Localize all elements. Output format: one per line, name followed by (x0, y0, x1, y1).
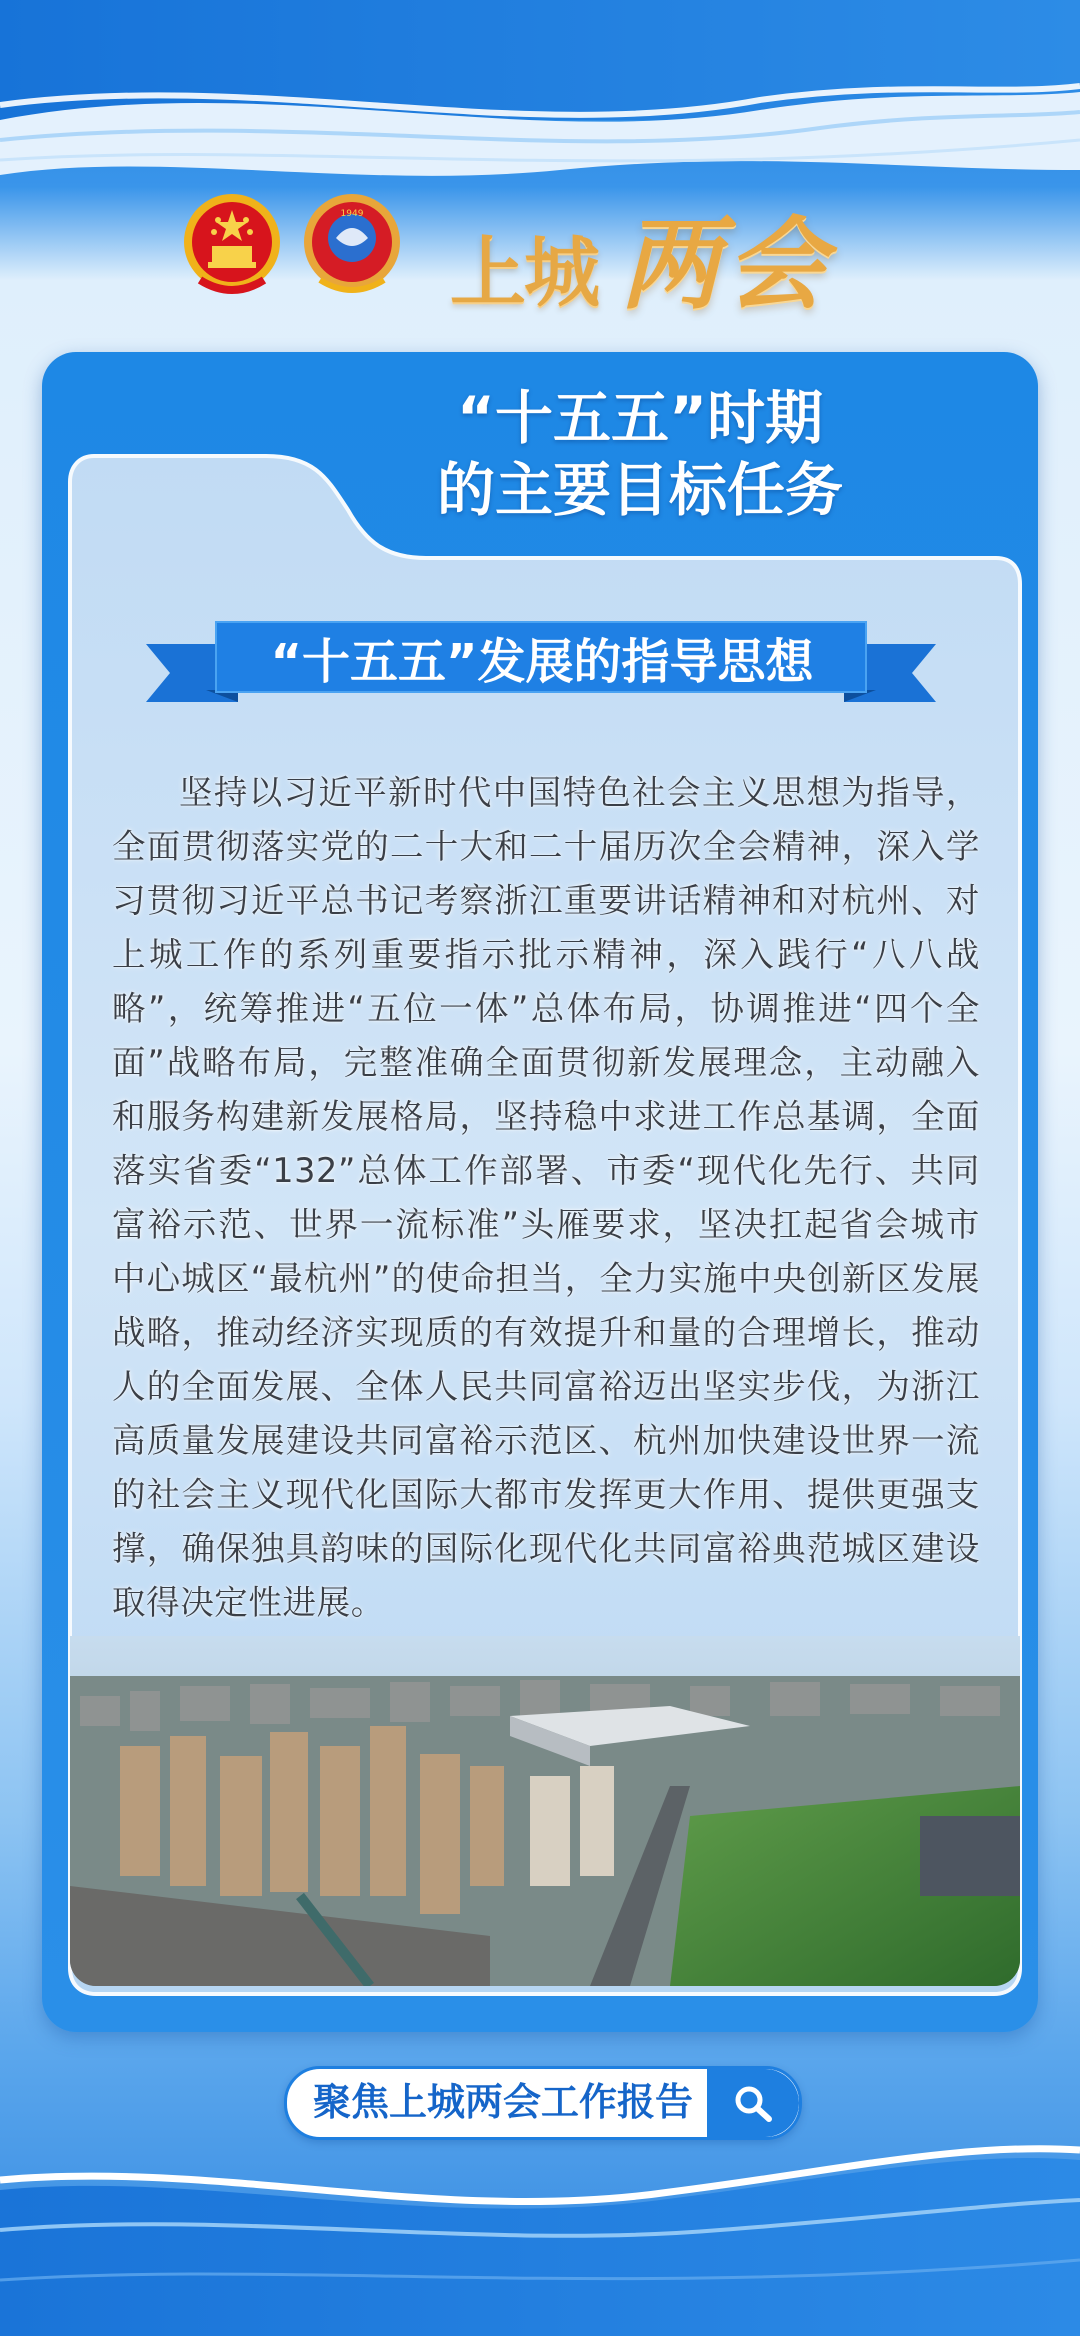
panel-title-line2: 的主要目标任务 (436, 456, 843, 524)
city-aerial-photo (70, 1636, 1020, 1986)
body-paragraph: 坚持以习近平新时代中国特色社会主义思想为指导，全面贯彻落实党的二十大和二十届历次全会精神，深入学习贯彻习近平总书记考察浙江重要讲话精神和对杭州、对上城工作的系列重要指示批示精神，深入践行“八八战略”，统筹推进“五位一体”总体布局，协调推进“四个全面”战略布局，完整准确全面贯彻新发展理念，主动融入和服务构建新发展格局，坚持稳中求进工作总基调，全面落实省委“132”总体工作部署、市委“现代化先行、共同富裕示范、世界一流标准”头雁要求，坚决扛起省会城市中心城区“最杭州”的使命担当，全力实施中央创新区发展战略，推动经济实现质的有效提升和量的合理增长，推动人的全面发展、全体人民共同富裕迈出坚实步伐，为浙江高质量发展建设共同富裕示范区、杭州加快建设世界一流的社会主义现代化国际大都市发挥更大作用、提供更强支撑，确保独具韵味的国际化现代化共同富裕典范城区建设取得决定性进展。 (112, 773, 980, 1622)
search-bar[interactable] (284, 2066, 802, 2140)
panel-title-line1: “十五五”时期 (456, 384, 824, 452)
search-label[interactable]: 聚焦上城两会工作报告 (313, 2080, 694, 2124)
search-icon[interactable] (731, 2083, 775, 2123)
section-heading: “十五五”发展的指导思想 (270, 634, 814, 690)
header (180, 188, 1080, 323)
header-title-prefix: 上城 (450, 228, 598, 317)
search-button[interactable] (707, 2069, 799, 2137)
header-title (450, 184, 832, 328)
section-ribbon (146, 620, 936, 710)
national-emblem-icon (180, 188, 284, 300)
svg-text:1949: 1949 (340, 209, 364, 219)
panel-title (380, 382, 900, 526)
cppcc-emblem-icon (300, 188, 404, 300)
header-title-main: 两会 (620, 205, 832, 323)
